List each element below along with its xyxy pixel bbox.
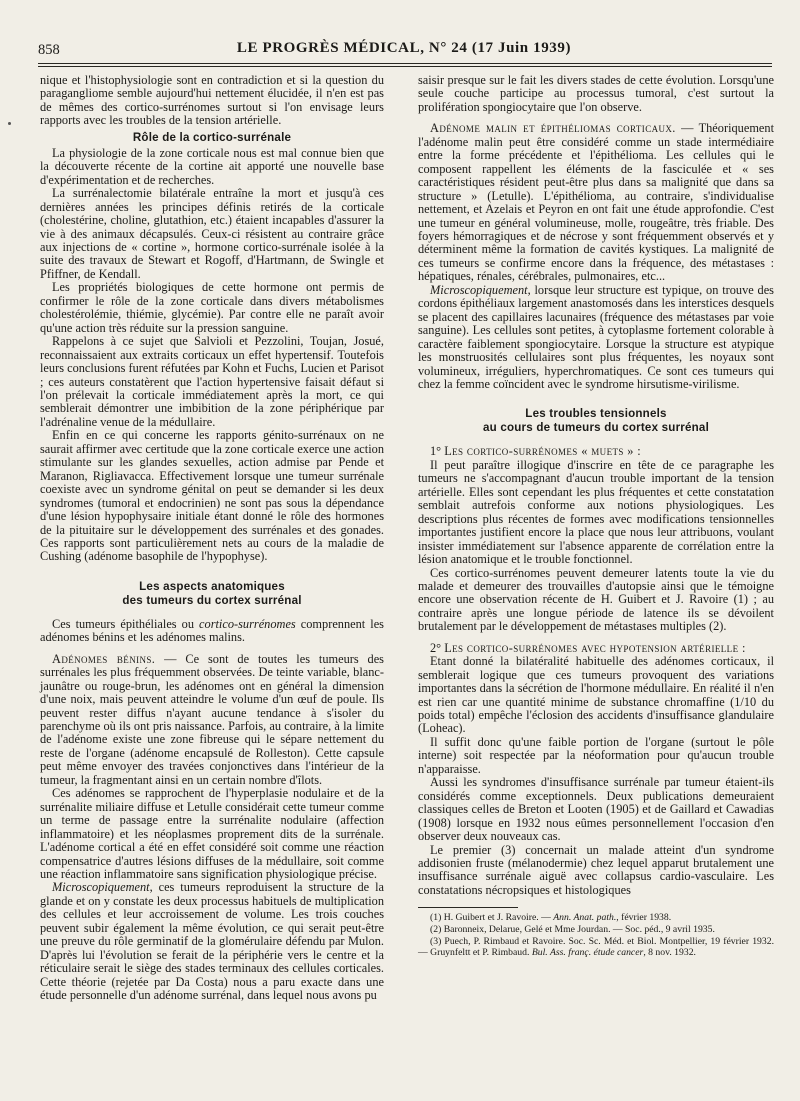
text-run: , février 1938. [616,912,672,924]
footnotes [418,912,774,958]
text-run: — Théoriquement l'adénome malin peut être considéré comme un stade intermédiaire entre la forme précédente et l'épithélioma. Les cellules qui le composent rappellent les éléments de la fasciculée et « ses caractéristiques résident peut-être plus dans sa malignité que dans sa structure » (Letulle). L'épithélioma, au contraire, s'individualise nettement, et Azelais et Peyron en ont fait une étude approfondie. C'est une tumeur en général volumineuse, molle, rougeâtre, très friable. Des foyers hémorragiques et de nécrose y sont fréquemment observés et y déterminent même la formation de cavités kystiques. La malignité de ces tumeurs se confirme encore dans la fréquence, des métastases : hépatiques, rénales, cérébrales, pulmonaires, etc... [418,121,774,284]
left-column [40,74,384,1003]
footnote-rule [418,907,518,908]
footnote [418,936,774,959]
paragraph: La physiologie de la zone corticale nous est mal connue bien que la découverte récente de la cortine ait apporté une nouvelle base d'expérimentation et de recherches. [40,145,384,187]
italic-term: Bul. Ass. franç. étude cancer [531,947,644,959]
footnote: (2) Baronneix, Delarue, Gelé et Mme Jourdan. — Soc. péd., 9 avril 1935. [430,923,715,935]
italic-term: Microscopiquement [52,880,150,895]
footnote [418,912,774,924]
paragraph: Le premier (3) concernait un malade atteint d'un syndrome addisonien fruste (mélanodermie) chez lequel apparut brutalement une insuffisance surrénale aiguë avec collapsus cardio-vasculaire. Les constatations nécropsiques et histologiques [418,842,774,897]
subsection-title [418,445,774,458]
paragraph [40,618,384,645]
margin-mark [8,122,11,125]
text-run: , lorsque leur structure est typique, on trouve des cordons épithéliaux largement anastomosés dans les interstices desquels se placent des capillaires lacunaires (fréquence des métastases par voie sanguine). Les cellules sont petites, à cytoplasme fortement colorable à caractère faiblement spongiocytaire. Lorsque la structure est atypique les monstruosités cellulaires sont plus fréquentes, les noyaux sont volumineux, irréguliers, hyperchromatiques. Ce sont ces tumeurs qui chez la femme coïncident avec le syndrome hirsutisme-virilisme. [418,282,774,391]
text-run: , ces tumeurs reproduisent la structure de la glande et on y constate les deux processus habituels de multiplication des cellules et leur accroissement de volume. Les trois couches peuvent subir également la même évolution, ce qui serait peut-être une preuve du rôle germinatif de la glomérulaire défendu par Mulon. D'après lui l'évolution se ferait de la périphérie vers le centre et la réticulaire serait le siège des stades terminaux des cellules corticales. Cette théorie (rejetée par Da Costa) nous a paru exacte dans une étude personnelle d'un adénome surrénal, dans lequel nous avons pu [40,880,384,1003]
paragraph: Ces cortico-surrénomes peuvent demeurer latents toute la vie du malade et demeurer des trouvailles d'autopsie ainsi que le témoigne encore une observation récente de H. Guibert et J. Ravoire (1) ; au contraire après une longue période de latence ils se dévoilent brutalement par le développement de métastases multiples (2). [418,565,774,634]
subsection-lead: Adénome malin et épithéliomas corticaux. [430,121,676,136]
text-run: (1) H. Guibert et J. Ravoire. — [430,912,554,924]
text-run: comprennent les adénomes bénins et les adénomes malins. [40,616,384,645]
page-number: 858 [38,42,60,58]
paragraph [40,653,384,788]
text-run: , 8 nov. 1932. [643,947,696,959]
section-heading-role: Rôle de la cortico-surrénale [132,130,292,144]
paragraph: La surrénalectomie bilatérale entraîne la mort et jusqu'à ces dernières années les principes définis retirés de la corticale (cholestérine, choline, glutathion, etc.) étaient incapables d'assurer la vie à des animaux décapsulés. Ceux-ci résistent au contraire grâce aux injections de « cortine », hormone cortico-surrénale isolée à la suite des travaux de Stewart et Rogoff, d'Hartmann, de Swingle et Pfiffner, de Kendall. [40,186,384,281]
section-heading-troubles [418,407,774,435]
text-run: — Ce sont de toutes les tumeurs des surrénales les plus fréquemment observées. De teinte variable, blanc-jaunâtre ou rouge-brun, les adénomes ont en général la dimension d'une noix, mais peuvent atteindre le volume d'un œuf de poule. Ils peuvent rester diffus n'ayant aucune tendance à s'isoler du parenchyme où ils ont pris naissance. Parfois, au contraire, à la limite de l'adénome existe une zone fibreuse qui le sépare nettement du reste de l'organe (adénome encapsulé de Rolleston). Cette capsule peut même envoyer des travées conjonctives dans l'intérieur de la tumeur, la fragmentant ainsi en un certain nombre d'îlots. [40,651,384,787]
paragraph: nique et l'histophysiologie sont en contradiction et si la question du paragangliome semble aujourd'hui nettement élucidée, il n'en est pas de mêmes des cortico-surrénomes surtout si l'on envisage leurs rapports avec les troubles de la tension artérielle. [40,73,384,128]
paragraph: Aussi les syndromes d'insuffisance surrénale par tumeur étaient-ils considérés comme exceptionnels. Deux publications demeuraient classiques celles de Breton et Looten (1905) et de Gaillard et Cawadias (1908) lorsque en 1932 nous eûmes personnellement l'occasion d'en observer deux nouveaux cas. [418,775,774,844]
subsection-lead: Adénomes bénins. [52,651,156,666]
paragraph: Etant donné la bilatéralité habituelle des adénomes corticaux, il semblerait logique que ces tumeurs provoquent des variations importantes dans la sécrétion de l'hormone médullaire. En réalité il n'en est rien car une quantité minime de substance chromaffine (1/10 du poids total) empêche l'éclosion des accidents d'insuffisance glandulaire (Loheac). [418,654,774,736]
subsection-lead: Les cortico-surrénomes avec hypotension artérielle : [444,640,746,655]
paragraph: Les propriétés biologiques de cette hormone ont permis de confirmer le rôle de la zone corticale dans divers métabolismes cholestérolémie, thiémie, glycémie). Par contre elle ne paraît avoir qu'une action très réduite sur la pression sanguine. [40,280,384,335]
paragraph [418,284,774,392]
paragraph: Il suffit donc qu'une faible portion de l'organe (surtout le pôle interne) soit respectée par la néoformation pour qu'aucun trouble n'apparaisse. [418,734,774,776]
subsection-lead: Les cortico-surrénomes « muets » : [444,444,642,459]
right-column [418,74,774,959]
heading-line: des tumeurs du cortex surrénal [122,593,302,607]
text-run: (3) Puech, P. Rimbaud et Ravoire. Soc. Sc. Méd. et Biol. Montpellier, 19 février 1932. — Gruynfeltt et P. Rimbaud. [418,935,774,959]
running-title: LE PROGRÈS MÉDICAL, N° 24 (17 Juin 1939) [236,40,572,56]
section-heading-aspects [40,580,384,608]
paragraph: Rappelons à ce sujet que Salvioli et Pezzolini, Toujan, Josué, reconnaissaient aux extraits corticaux un effet hypertensif. Toutefois leurs conclusions furent réfutées par Kohn et Fuchs, Lucien et Parisot ; ces auteurs constatèrent que l'action hypertensive faisait défaut si l'on prélevait la corticale immédiatement après la mort, ce qui semblerait démontrer une imbibition de la zone périphérique par l'adrénaline venue de la médullaire. [40,334,384,429]
header-rule-thick [38,63,772,64]
running-header [38,40,770,62]
text-run: 1° [430,444,445,459]
paragraph [418,122,774,283]
paragraph: Ces adénomes se rapprochent de l'hyperplasie nodulaire et de la surrénalite miliaire diffuse et Letulle considérait cette tumeur comme un terme de passage entre la surrénalite nodulaire (affection inflammatoire) et les néoplasmes proprement dits de la surrénale. L'adénome cortical a été en effet considéré soit comme une réaction compensatrice d'autres lésions diffuses de la médullaire, soit comme une réaction inflammatoire sans signification physiologique précise. [40,786,384,882]
text-run: 2° [430,640,445,655]
subsection-title [418,642,774,655]
paragraph: saisir presque sur le fait les divers stades de cette évolution. Lorsqu'une seule couche participe au processus tumoral, c'est surtout la prolifération spongiocytaire que l'on observe. [418,73,774,114]
text-run: Ces tumeurs épithéliales ou [52,616,200,631]
paragraph [40,881,384,1002]
italic-term: cortico-surrénomes [199,616,296,631]
heading-line: Les troubles tensionnels [525,407,667,421]
heading-line: Les aspects anatomiques [139,579,285,593]
italic-term: Ann. Anat. path. [553,912,617,924]
italic-term: Microscopiquement [430,282,528,297]
paragraph: Il peut paraître illogique d'inscrire en tête de ce paragraphe les tumeurs ne s'accompagnant d'aucun trouble important de la tension artérielle. Elles sont cependant les plus fréquentes et cette constatation semblait autrefois conforme aux notions physiologiques. Les descriptions plus récentes de formes avec modifications tensionnelles importantes justifient encore la place que nous leur attribuons, voulant insister immédiatement sur l'absence apparente de corrélation entre la lésion anatomique et le trouble fonctionnel. [418,457,774,567]
paragraph: Enfin en ce qui concerne les rapports génito-surrénaux on ne saurait affirmer avec certitude que la zone corticale exerce une action stimulante sur les glandes sexuelles, action admise par Pende et Maranon, Rigliavacca. Effectivement lorsque une tumeur surrénale coexiste avec un syndrome génital on peut se demander si les deux syndromes (tumoral et endocrinien) ne sont pas sous la dépendance d'une lésion hypophysaire initiale étant donné le rôle des hormones de la pituitaire sur le développement des surrénales et des gonades. Ces rapports sont particulièrement nets au cours de la maladie de Cushing (adénome basophile de l'hypophyse). [40,428,384,564]
heading-line: au cours de tumeurs du cortex surrénal [482,421,709,435]
header-rule-thin [38,66,772,67]
